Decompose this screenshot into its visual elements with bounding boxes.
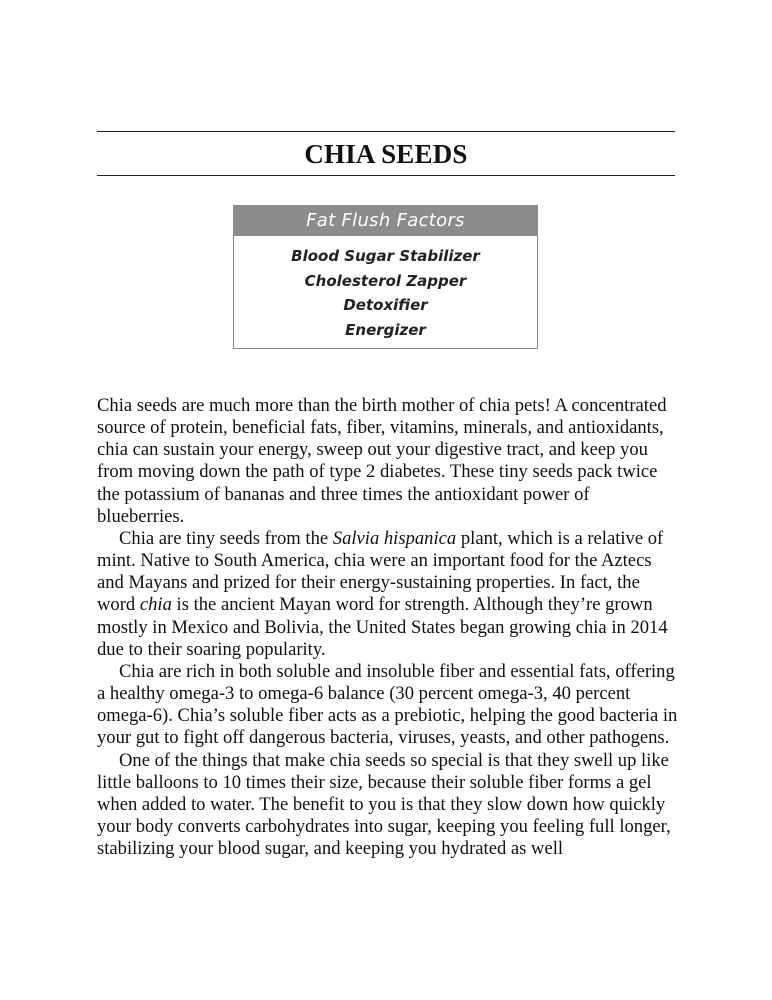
- page-title: CHIA SEEDS: [304, 139, 468, 169]
- fat-flush-factors-box: [233, 205, 538, 349]
- factor-item-energizer: Energizer: [345, 320, 426, 339]
- factors-heading: Fat Flush Factors: [234, 206, 537, 236]
- paragraph-3: Chia are rich in both soluble and insoluble fiber and essential fats, offering a healthy omega-3 to omega-6 balance (30 percent omega-3, 40 percent omega-6). Chia’s soluble fiber acts as a prebiotic, helping the good bacteria in your gut to fight off dangerous bacteria, viruses, yeasts, and other pathogens.: [97, 660, 678, 749]
- paragraph-2-part-c: plant, which is a relative of mint. Native to South America, chia were an important food for the Aztecs and Mayans and prized for their energy-sustaining properties. In fact, the word: [97, 527, 664, 616]
- word-chia: chia: [139, 594, 172, 616]
- paragraph-4: One of the things that make chia seeds so special is that they swell up like little balloons to 10 times their size, because their soluble fiber forms a gel when added to water. The benefit to you is that they slow down how quickly your body converts carbohydrates into sugar, keeping you feeling full longer, stabilizing your blood sugar, and keeping you hydrated as well: [97, 749, 671, 860]
- paragraph-2: [97, 528, 679, 661]
- paragraph-2-part-e: is the ancient Mayan word for strength. Although they’re grown mostly in Mexico and Bolivia, the United States began growing chia in 2014 due to their soaring popularity.: [97, 594, 668, 660]
- paragraph-1: Chia seeds are much more than the birth mother of chia pets! A concentrated source of protein, beneficial fats, fiber, vitamins, minerals, and antioxidants, chia can sustain your energy, sweep out your digestive tract, and keep you from moving down the path of type 2 diabetes. These tiny seeds pack twice the potassium of bananas and three times the antioxidant power of blueberries.: [97, 395, 667, 527]
- factor-item-detoxifier: Detoxifier: [343, 296, 428, 314]
- factors-list: [234, 236, 537, 342]
- article-body: [97, 395, 679, 860]
- title-rule-bottom: [97, 175, 675, 176]
- paragraph-2-part-a: Chia are tiny seeds from the: [119, 527, 333, 549]
- title-rule-top: [97, 131, 675, 132]
- species-name: Salvia hispanica: [332, 527, 457, 549]
- factor-item-cholesterol: Cholesterol Zapper: [304, 271, 467, 290]
- factor-item-blood-sugar: Blood Sugar Stabilizer: [291, 247, 480, 265]
